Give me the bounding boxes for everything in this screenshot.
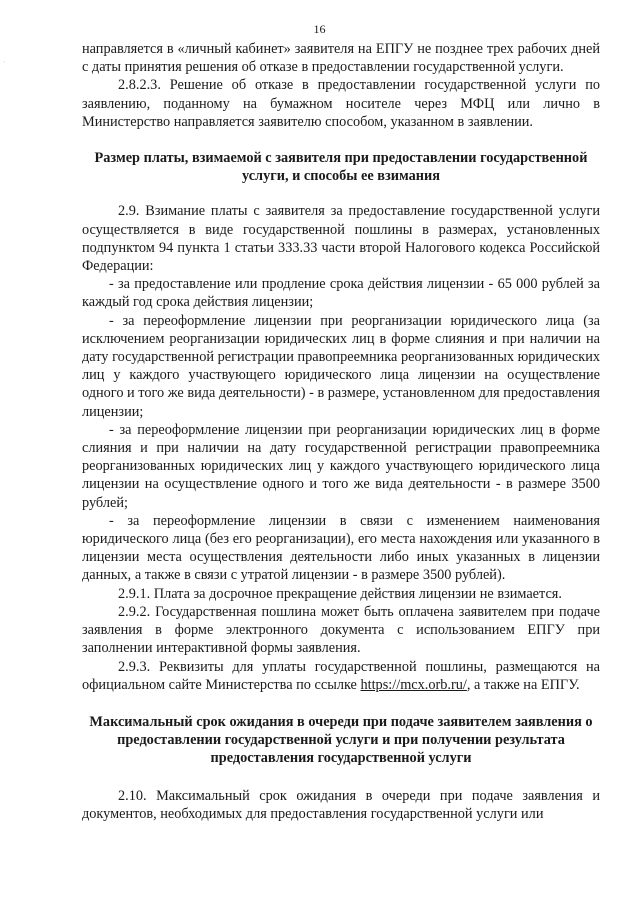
- paragraph-continuation: направляется в «личный кабинет» заявителя на ЕПГУ не позднее трех рабочих дней с даты принятия решения об отказе в предоставлении государственной услуги.: [82, 41, 600, 76]
- paragraph-2-9: 2.9. Взимание платы с заявителя за предоставление государственной услуги осуществляется в виде государственной пошлины в размерах, установленных подпунктом 94 пункта 1 статьи 333.33 части второй Налогового кодекса Российской Федерации:: [82, 203, 600, 275]
- scan-margin-mark: ·: [3, 58, 6, 67]
- paragraph-2-8-2-3: 2.8.2.3. Решение об отказе в предоставлении государственной услуги по заявлению, поданному на бумажном носителе через МФЦ или лично в Министерство направляется заявителю способом, указанном в заявлении.: [82, 77, 600, 130]
- heading-queue: Максимальный срок ожидания в очереди при подаче заявителем заявления о предоставлении государственной услуги и при получении результата предоставления государственной услуги: [89, 713, 593, 767]
- paragraph-2-9-3: [82, 658, 600, 694]
- paragraph-2-9-1: 2.9.1. Плата за досрочное прекращение действия лицензии не взимается.: [118, 585, 562, 602]
- page-number: 16: [313, 22, 326, 36]
- heading-fee: Размер платы, взимаемой с заявителя при предоставлении государственной услуги, и способы ее взимания: [94, 150, 588, 185]
- paragraph-2-9-2: 2.9.2. Государственная пошлина может быть оплачена заявителем при подаче заявления в форме электронного документа с использованием ЕПГУ при заполнении интерактивной формы заявления.: [82, 603, 600, 657]
- ministry-website-link[interactable]: https://mcx.orb.ru/: [360, 676, 467, 693]
- page-content: [82, 40, 600, 823]
- paragraph-2-9-3-text: 2.9.3. Реквизиты для уплаты государственной пошлины, размещаются на официальном сайте Министерства по ссылке: [82, 658, 600, 693]
- paragraph-2-9-3-end: , а также на ЕПГУ.: [466, 676, 580, 693]
- fee-item-2: - за переоформление лицензии при реорганизации юридического лица (за исключением реорганизации юридических лиц в форме слияния и при наличии на дату государственной регистрации правопреемника реорганизованных юридических лиц у каждого участвующего юридического лица лицензии на осуществление одного и того же вида деятельности) - в размере, установленном для предоставления лицензии;: [82, 312, 600, 420]
- fee-item-4: - за переоформление лицензии в связи с изменением наименования юридического лица (без его реорганизации), его места нахождения или указанного в лицензии места осуществления деятельности либо иных указанных в лицензии данных, а также в связи с утратой лицензии - в размере 3500 рублей).: [82, 512, 600, 584]
- fee-item-3: - за переоформление лицензии при реорганизации юридических лиц в форме слияния и при наличии на дату государственной регистрации правопреемника реорганизованных юридических лиц у каждого участвующего юридического лица лицензии на осуществление одного и того же вида деятельности - в размере 3500 рублей;: [82, 421, 600, 511]
- paragraph-2-10: 2.10. Максимальный срок ожидания в очереди при подаче заявления и документов, необходимых для предоставления государственной услуги или: [82, 787, 600, 822]
- fee-item-1: - за предоставление или продление срока действия лицензии - 65 000 рублей за каждый год срока действия лицензии;: [82, 276, 600, 311]
